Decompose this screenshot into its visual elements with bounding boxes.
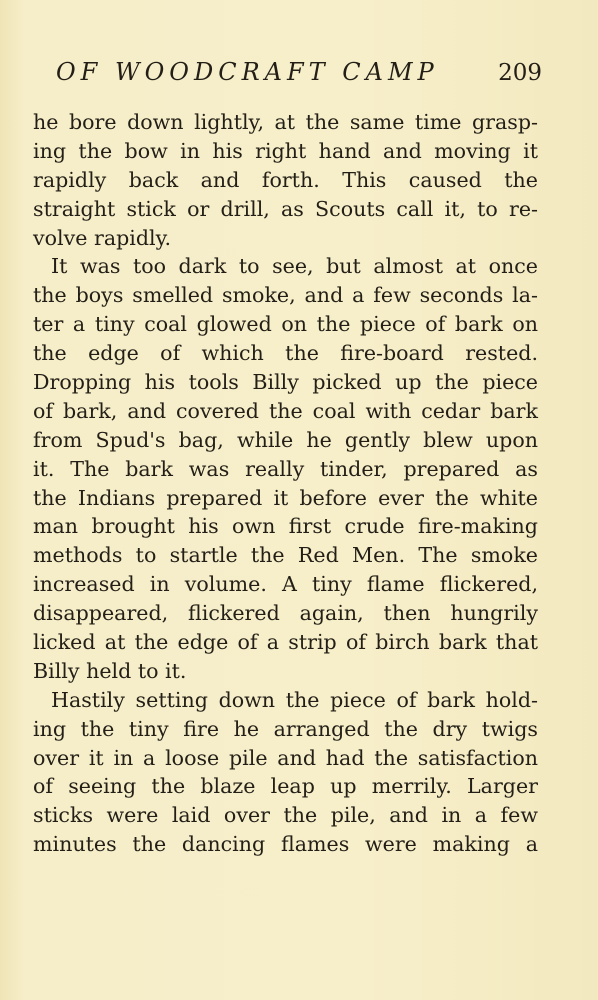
text-line: he bore down lightly, at the same time grasp- — [33, 110, 538, 134]
text-line: minutes the dancing flames were making a — [33, 832, 538, 857]
text-line: from Spud's bag, while he gently blew upon — [33, 427, 538, 452]
text-line: of seeing the blaze leap up merrily. Larger — [33, 774, 538, 799]
text-line: straight stick or drill, as Scouts call it, to re- — [33, 196, 538, 221]
page-header — [56, 56, 544, 96]
text-line: ing the tiny fire he arranged the dry twigs — [33, 716, 538, 741]
text-line: of bark, and covered the coal with cedar bark — [33, 398, 538, 423]
text-line: Billy held to it. — [33, 658, 187, 683]
text-line: methods to startle the Red Men. The smoke — [33, 543, 538, 568]
text-line: disappeared, flickered again, then hungrily — [33, 601, 538, 626]
text-line: it. The bark was really tinder, prepared as — [33, 456, 538, 481]
text-line: It was too dark to see, but almost at once — [51, 254, 538, 279]
text-line: ter a tiny coal glowed on the piece of bark on — [33, 312, 538, 337]
text-line: ing the bow in his right hand and moving it — [33, 138, 538, 163]
text-line: Hastily setting down the piece of bark hold- — [51, 687, 538, 712]
text-line: Dropping his tools Billy picked up the piece — [33, 370, 538, 395]
text-line: increased in volume. A tiny flame flickered, — [33, 572, 538, 597]
text-line: the edge of which the fire-board rested. — [33, 341, 538, 366]
body-text — [33, 108, 538, 908]
text-line: licked at the edge of a strip of birch bark that — [33, 630, 538, 655]
running-title: OF WOODCRAFT CAMP — [56, 58, 439, 86]
text-line: sticks were laid over the pile, and in a few — [33, 803, 538, 828]
text-line: the boys smelled smoke, and a few seconds la- — [33, 283, 538, 308]
text-line: man brought his own first crude fire-making — [33, 514, 538, 539]
text-line: the Indians prepared it before ever the white — [33, 485, 538, 510]
text-line: volve rapidly. — [33, 225, 172, 250]
text-line: over it in a loose pile and had the satisfaction — [33, 745, 538, 770]
text-line: rapidly back and forth. This caused the — [33, 167, 538, 192]
page-number: 209 — [498, 60, 542, 86]
